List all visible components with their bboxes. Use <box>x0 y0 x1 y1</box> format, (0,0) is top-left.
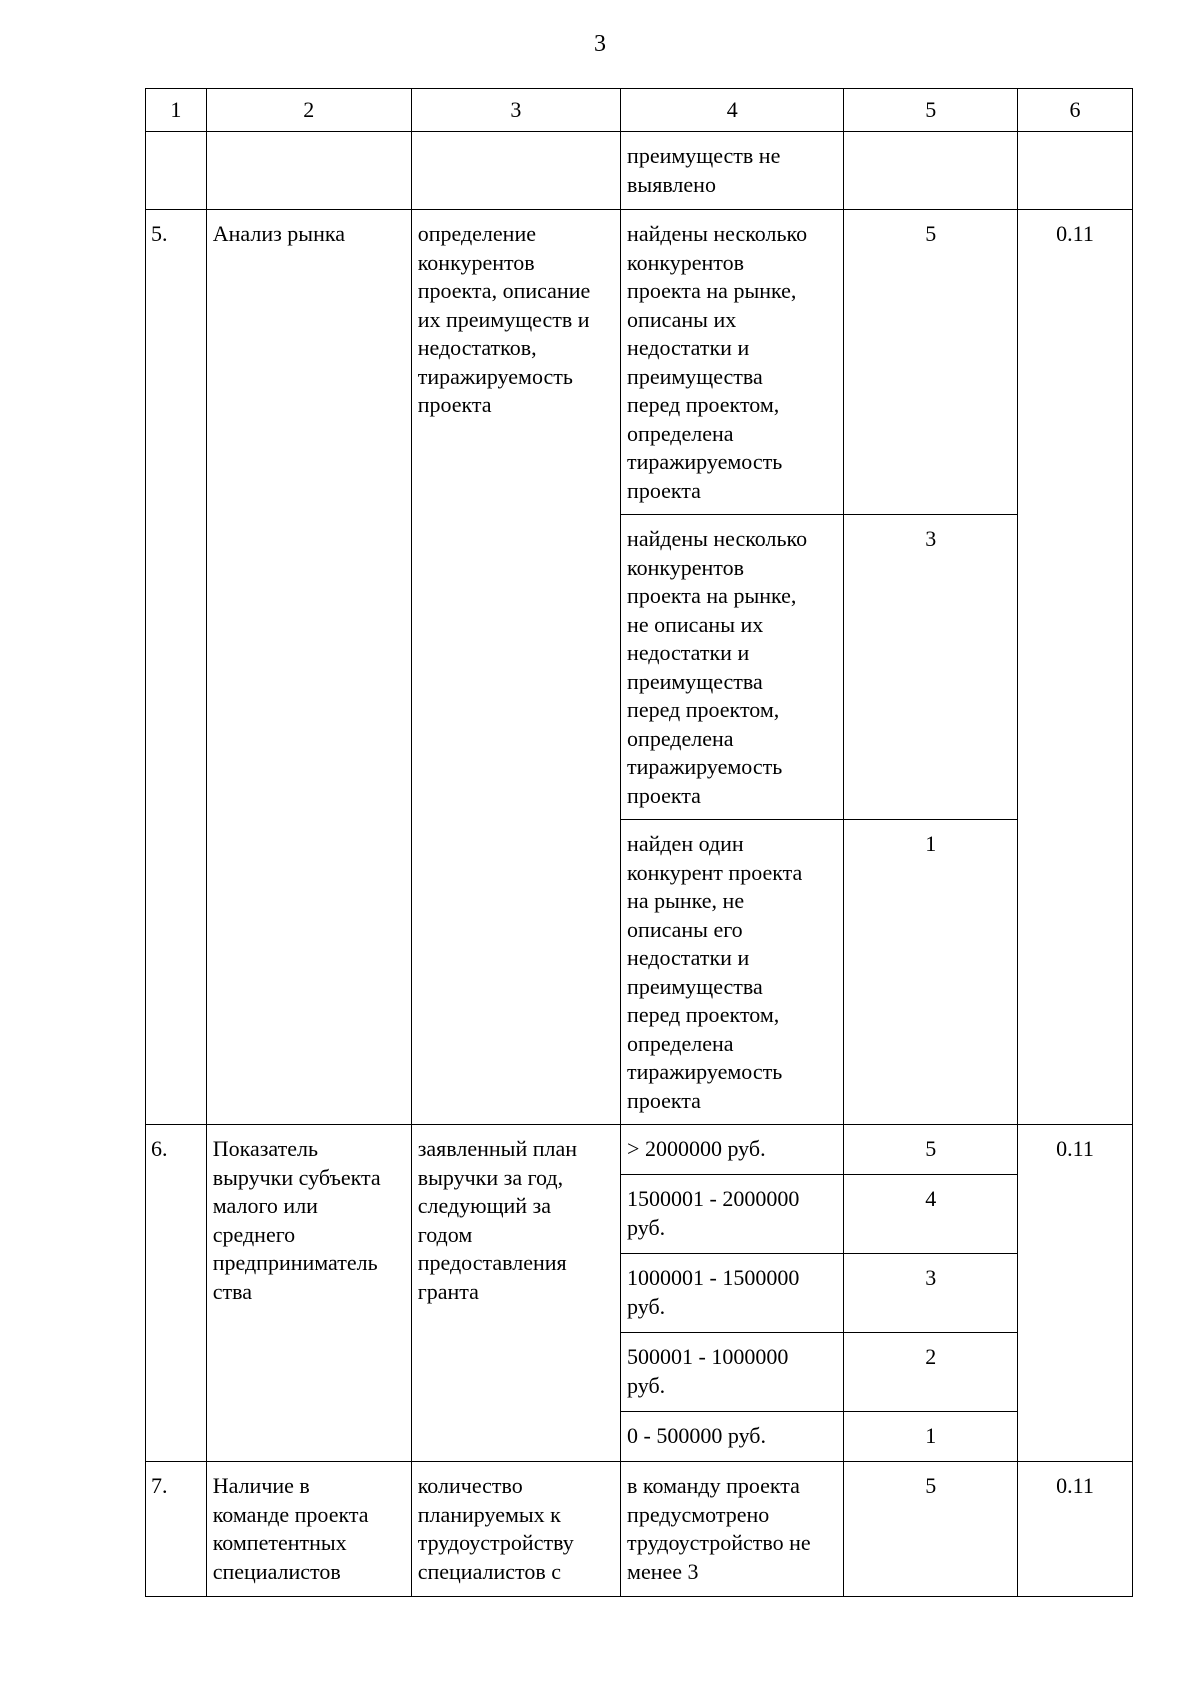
criteria-table <box>145 88 1133 1597</box>
weight-cell: 0.11 <box>1018 210 1133 1125</box>
score-cell: 3 <box>844 1254 1018 1333</box>
criterion-value-cell: преимуществ не выявлено <box>621 132 844 210</box>
page-number: 3 <box>594 31 606 57</box>
score-cell: 5 <box>844 1125 1018 1175</box>
score-cell: 1 <box>844 820 1018 1125</box>
criterion-description-cell: количество планируемых к трудоустройству специалистов с <box>411 1462 620 1597</box>
column-header: 3 <box>411 89 620 132</box>
column-header: 2 <box>206 89 411 132</box>
criterion-name-cell: Наличие в команде проекта компетентных специалистов <box>206 1462 411 1597</box>
criterion-value-cell: в команду проекта предусмотрено трудоустройство не менее 3 <box>621 1462 844 1597</box>
criterion-value-cell: найдены несколько конкурентов проекта на рынке, не описаны их недостатки и преимущества перед проектом, определена тиражируемость проекта <box>621 515 844 820</box>
criterion-value-cell: найден один конкурент проекта на рынке, не описаны его недостатки и преимущества перед проектом, определена тиражируемость проекта <box>621 820 844 1125</box>
score-cell: 5 <box>844 1462 1018 1597</box>
table-row <box>146 1462 1133 1597</box>
table-row <box>146 1125 1133 1175</box>
column-header: 5 <box>844 89 1018 132</box>
criterion-value-cell: > 2000000 руб. <box>621 1125 844 1175</box>
table-row <box>146 210 1133 515</box>
column-header: 1 <box>146 89 207 132</box>
row-number-cell: 7. <box>146 1462 207 1597</box>
criterion-name-cell <box>206 132 411 210</box>
criterion-description-cell <box>411 132 620 210</box>
criterion-description-cell: определение конкурентов проекта, описание их преимуществ и недостатков, тиражируемость проекта <box>411 210 620 1125</box>
criterion-value-cell: найдены несколько конкурентов проекта на рынке, описаны их недостатки и преимущества перед проектом, определена тиражируемость проекта <box>621 210 844 515</box>
criterion-value-cell: 1000001 - 1500000 руб. <box>621 1254 844 1333</box>
score-cell <box>844 132 1018 210</box>
weight-cell <box>1018 132 1133 210</box>
criterion-value-cell: 1500001 - 2000000 руб. <box>621 1175 844 1254</box>
criterion-name-cell: Анализ рынка <box>206 210 411 1125</box>
table-row-continued <box>146 132 1133 210</box>
score-cell: 2 <box>844 1333 1018 1412</box>
table-header-row <box>146 89 1133 132</box>
criterion-description-cell: заявленный план выручки за год, следующий за годом предоставления гранта <box>411 1125 620 1462</box>
criterion-value-cell: 500001 - 1000000 руб. <box>621 1333 844 1412</box>
weight-cell: 0.11 <box>1018 1462 1133 1597</box>
criterion-name-cell: Показатель выручки субъекта малого или среднего предприниматель ства <box>206 1125 411 1462</box>
row-number-cell: 5. <box>146 210 207 1125</box>
score-cell: 1 <box>844 1412 1018 1462</box>
row-number-cell <box>146 132 207 210</box>
score-cell: 4 <box>844 1175 1018 1254</box>
criterion-value-cell: 0 - 500000 руб. <box>621 1412 844 1462</box>
score-cell: 5 <box>844 210 1018 515</box>
score-cell: 3 <box>844 515 1018 820</box>
column-header: 4 <box>621 89 844 132</box>
column-header: 6 <box>1018 89 1133 132</box>
row-number-cell: 6. <box>146 1125 207 1462</box>
weight-cell: 0.11 <box>1018 1125 1133 1462</box>
